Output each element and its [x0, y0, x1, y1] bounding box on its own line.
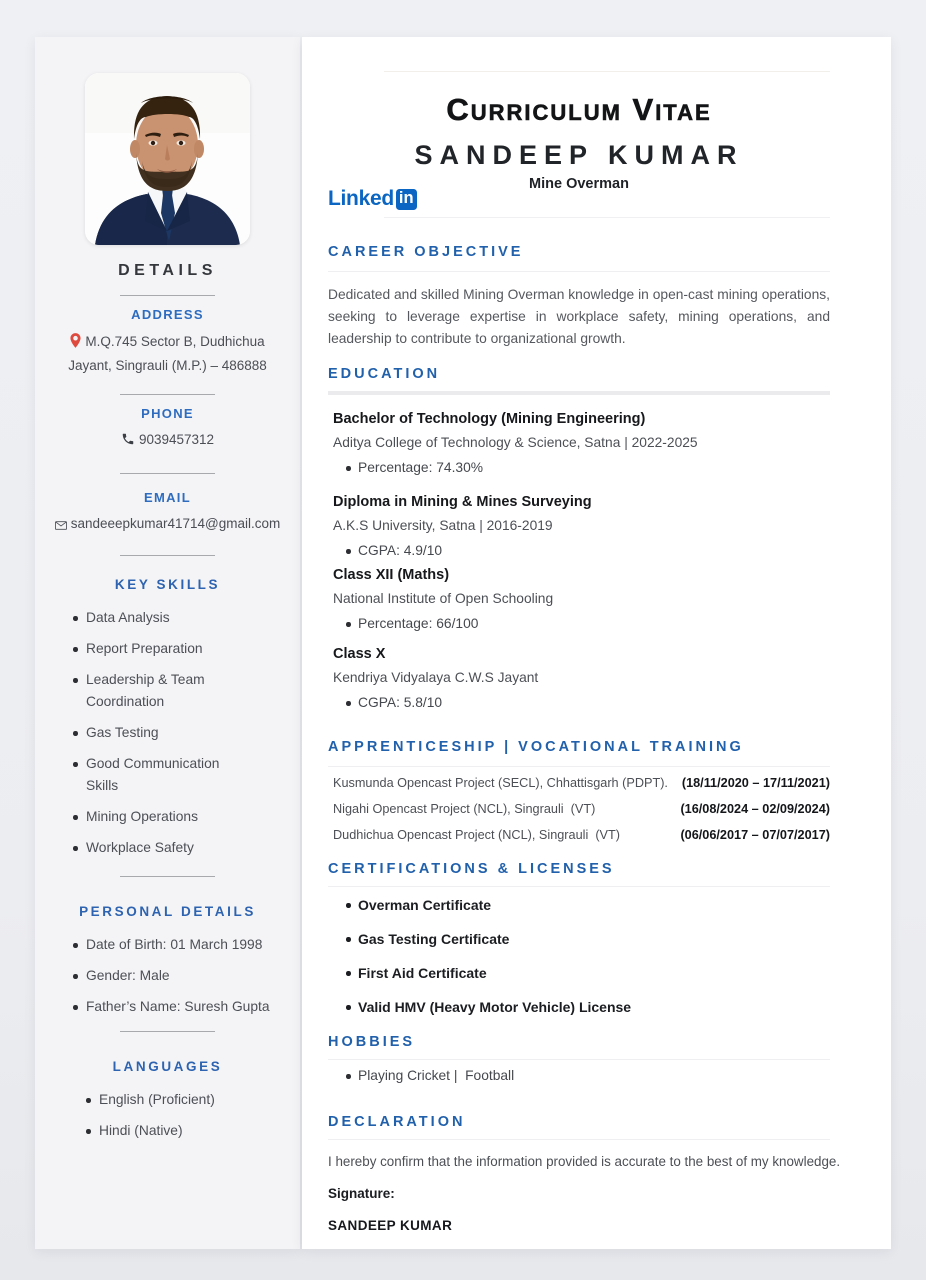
training-row — [333, 776, 830, 790]
job-title: Mine Overman — [529, 176, 629, 192]
phone-section — [35, 406, 300, 453]
email-heading: EMAIL — [144, 490, 191, 505]
key-skills-heading: KEY SKILLS — [114, 577, 221, 592]
language-item: English (Proficient) — [85, 1089, 255, 1111]
score-item: Percentage: 66/100 — [328, 616, 830, 632]
education-entry — [328, 567, 830, 632]
skill-item: Data Analysis — [72, 607, 244, 629]
signature-label: Signature: — [328, 1186, 395, 1201]
section-rule — [328, 766, 830, 767]
profile-photo — [85, 73, 250, 245]
candidate-name: SANDEEP KUMAR — [414, 140, 744, 170]
career-objective-heading: CAREER OBJECTIVE — [328, 244, 524, 260]
header-bottom-rule — [384, 217, 830, 218]
training-row — [333, 802, 830, 816]
section-rule — [328, 1139, 830, 1140]
certification-item: Valid HMV (Heavy Motor Vehicle) License — [328, 1000, 830, 1015]
education-heading: EDUCATION — [328, 366, 441, 382]
institution: Aditya College of Technology & Science, Satna | 2022-2025 — [333, 435, 698, 450]
training-row — [333, 828, 830, 842]
header-top-rule — [384, 71, 830, 72]
section-divider — [120, 555, 215, 556]
address-value: M.Q.745 Sector B, Dudhichua Jayant, Singrauli (M.P.) – 486888 — [68, 334, 267, 373]
key-skills-section — [35, 577, 300, 859]
section-rule — [328, 1059, 830, 1060]
skill-item: Report Preparation — [72, 638, 244, 660]
institution: A.K.S University, Satna | 2016-2019 — [333, 518, 553, 533]
address-heading: ADDRESS — [131, 307, 204, 322]
hobbies-heading: HOBBIES — [328, 1034, 416, 1050]
degree-title: Class XII (Maths) — [333, 567, 450, 583]
career-objective-text: Dedicated and skilled Mining Overman knowledge in open-cast mining operations, seeking to leverage expertise in workplace safety, mining operations, and leadership to contribute to organizational growth. — [328, 287, 830, 346]
education-entry — [328, 411, 830, 476]
email-value: sandeeepkumar41714@gmail.com — [70, 516, 281, 531]
personal-details-section — [35, 904, 300, 1018]
section-divider — [120, 473, 215, 474]
main-card — [302, 37, 891, 1249]
degree-title: Bachelor of Technology (Mining Engineering) — [333, 411, 646, 427]
email-section — [35, 490, 300, 537]
email-line — [43, 513, 293, 537]
address-text — [51, 331, 285, 377]
key-skills-list — [72, 607, 244, 859]
details-heading: DETAILS — [118, 262, 217, 279]
hobby-item: Playing Cricket | Football — [328, 1068, 830, 1084]
location-pin-icon — [70, 333, 81, 355]
skill-item: Workplace Safety — [72, 837, 244, 859]
declaration-heading: DECLARATION — [328, 1114, 466, 1130]
languages-list — [85, 1089, 255, 1142]
section-divider — [120, 1031, 215, 1032]
declaration-text: I hereby confirm that the information provided is accurate to the best of my knowledge. — [328, 1154, 841, 1169]
training-dates: (06/06/2017 – 07/07/2017) — [680, 828, 830, 842]
skill-item: Gas Testing — [72, 722, 244, 744]
address-section — [35, 307, 300, 377]
education-entry — [328, 646, 830, 711]
institution: Kendriya Vidyalaya C.W.S Jayant — [333, 670, 539, 685]
personal-details-list — [72, 934, 280, 1018]
education-entry — [328, 494, 830, 559]
certification-item: Gas Testing Certificate — [328, 932, 830, 947]
phone-heading: PHONE — [141, 406, 194, 421]
training-place: Dudhichua Opencast Project (NCL), Singrauli (VT) — [333, 828, 620, 842]
linkedin-in-icon: in — [396, 189, 417, 210]
apprenticeship-heading: APPRENTICESHIP | VOCATIONAL TRAINING — [328, 739, 744, 755]
cv-title: Curriculum Vitae — [446, 92, 712, 127]
languages-section — [35, 1059, 300, 1142]
section-divider — [120, 876, 215, 877]
phone-icon — [121, 431, 135, 453]
certification-item: First Aid Certificate — [328, 966, 830, 981]
degree-title: Class X — [333, 646, 386, 662]
personal-details-heading: PERSONAL DETAILS — [79, 904, 256, 919]
phone-line — [51, 429, 285, 453]
linkedin-wordmark: Linked — [328, 187, 394, 210]
personal-item: Father’s Name: Suresh Gupta — [72, 996, 280, 1018]
sidebar-card — [35, 37, 300, 1249]
portrait-illustration — [85, 73, 250, 245]
language-item: Hindi (Native) — [85, 1120, 255, 1142]
section-rule — [328, 391, 830, 395]
personal-item: Date of Birth: 01 March 1998 — [72, 934, 280, 956]
training-place: Nigahi Opencast Project (NCL), Singrauli (VT) — [333, 802, 596, 816]
certifications-heading: CERTIFICATIONS & LICENSES — [328, 861, 615, 877]
training-dates: (16/08/2024 – 02/09/2024) — [680, 802, 830, 816]
email-icon — [55, 515, 67, 537]
section-divider — [120, 295, 215, 296]
skill-item: Leadership & Team Coordination — [72, 669, 244, 713]
score-item: CGPA: 5.8/10 — [328, 695, 830, 711]
personal-item: Gender: Male — [72, 965, 280, 987]
languages-heading: LANGUAGES — [112, 1059, 223, 1074]
certifications-list — [328, 898, 830, 1015]
degree-title: Diploma in Mining & Mines Surveying — [333, 494, 592, 510]
skill-item: Mining Operations — [72, 806, 244, 828]
training-dates: (18/11/2020 – 17/11/2021) — [681, 776, 830, 790]
score-item: CGPA: 4.9/10 — [328, 543, 830, 559]
score-item: Percentage: 74.30% — [328, 460, 830, 476]
institution: National Institute of Open Schooling — [333, 591, 554, 606]
section-rule — [328, 271, 830, 272]
certification-item: Overman Certificate — [328, 898, 830, 913]
training-place: Kusmunda Opencast Project (SECL), Chhattisgarh (PDPT). — [333, 776, 668, 790]
training-rows — [328, 776, 830, 842]
signature-name: SANDEEP KUMAR — [328, 1218, 453, 1233]
section-rule — [328, 886, 830, 887]
phone-number: 9039457312 — [138, 432, 215, 447]
skill-item: Good Communication Skills — [72, 753, 244, 797]
section-divider — [120, 394, 215, 395]
